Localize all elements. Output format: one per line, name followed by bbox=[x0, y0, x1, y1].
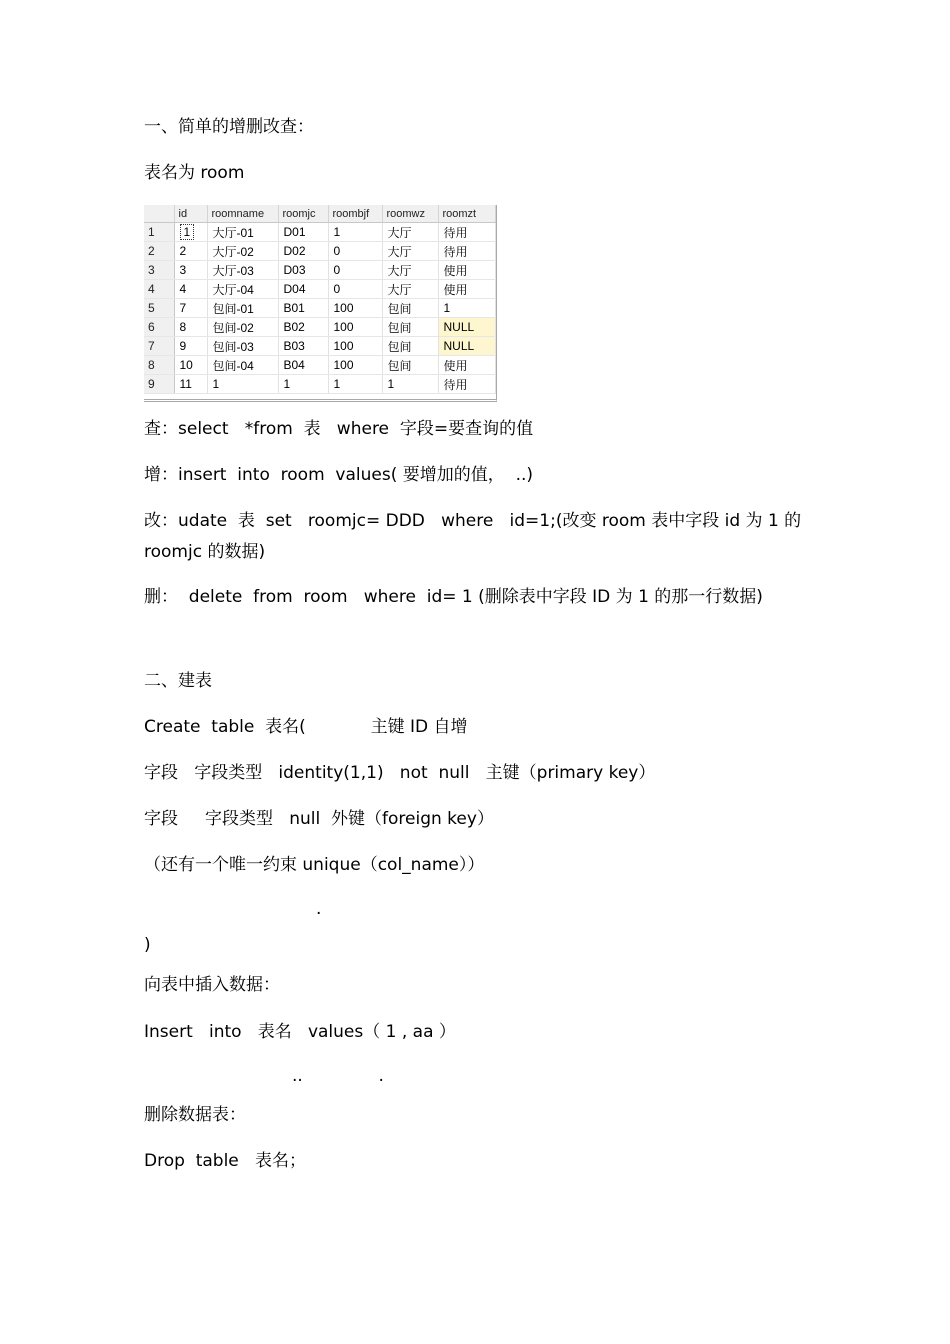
cell-roombjf[interactable]: 0 bbox=[328, 261, 382, 280]
table-row[interactable] bbox=[144, 299, 495, 318]
cell-roomname[interactable]: 包间-01 bbox=[207, 299, 278, 318]
cell-id[interactable]: 10 bbox=[174, 356, 207, 375]
row-number[interactable]: 1 bbox=[144, 223, 174, 242]
grid-header-roomname[interactable]: roomname bbox=[207, 205, 278, 223]
grid-header-roomwz[interactable]: roomwz bbox=[382, 205, 438, 223]
cell-id[interactable]: 11 bbox=[174, 375, 207, 394]
row-number[interactable]: 6 bbox=[144, 318, 174, 337]
cell-roomname[interactable]: 包间-04 bbox=[207, 356, 278, 375]
cell-roomname[interactable]: 大厅-02 bbox=[207, 242, 278, 261]
cell-roomwz[interactable]: 包间 bbox=[382, 356, 438, 375]
cell-roomzt[interactable]: 待用 bbox=[438, 223, 495, 242]
cell-id[interactable]: 7 bbox=[174, 299, 207, 318]
drop-table-line: Drop table 表名； bbox=[144, 1151, 306, 1171]
cell-id[interactable]: 8 bbox=[174, 318, 207, 337]
cell-roomzt[interactable]: 使用 bbox=[438, 261, 495, 280]
table-row[interactable] bbox=[144, 337, 495, 356]
row-number[interactable]: 7 bbox=[144, 337, 174, 356]
results-table bbox=[144, 205, 496, 394]
create-table-line: Create table 表名( 主键 ID 自增 bbox=[144, 717, 468, 737]
insert-data-heading: 向表中插入数据： bbox=[144, 975, 280, 995]
closing-paren: ) bbox=[144, 935, 151, 955]
field-definition-line: 字段 字段类型 null 外键（foreign key） bbox=[144, 809, 494, 829]
selected-cell-value: 1 bbox=[180, 224, 195, 240]
grid-header-rownum[interactable] bbox=[144, 205, 174, 223]
cell-roomwz[interactable]: 大厅 bbox=[382, 261, 438, 280]
cell-roomzt[interactable]: 待用 bbox=[438, 242, 495, 261]
cell-roombjf[interactable]: 0 bbox=[328, 242, 382, 261]
cell-roombjf[interactable]: 100 bbox=[328, 356, 382, 375]
cell-roomjc[interactable]: B02 bbox=[278, 318, 328, 337]
grid-header-roomzt[interactable]: roomzt bbox=[438, 205, 495, 223]
cell-roomwz[interactable]: 包间 bbox=[382, 318, 438, 337]
row-number[interactable]: 8 bbox=[144, 356, 174, 375]
cell-id[interactable] bbox=[174, 223, 207, 242]
cell-roomzt-null[interactable]: NULL bbox=[438, 337, 495, 356]
cell-roomzt[interactable]: 1 bbox=[438, 299, 495, 318]
results-grid bbox=[144, 205, 497, 402]
insert-statement-line: Insert into 表名 values（ 1 , aa ） bbox=[144, 1022, 456, 1042]
update-query-line: 改：udate 表 set roomjc= DDD where id=1;(改变 room 表中字段 id 为 1 的 bbox=[144, 511, 802, 531]
select-query-line: 查：select *from 表 where 字段=要查询的值 bbox=[144, 419, 534, 439]
cell-roombjf[interactable]: 100 bbox=[328, 318, 382, 337]
cell-roomwz[interactable]: 大厅 bbox=[382, 223, 438, 242]
row-number[interactable]: 9 bbox=[144, 375, 174, 394]
cell-roomjc[interactable]: B01 bbox=[278, 299, 328, 318]
cell-roomzt-null[interactable]: NULL bbox=[438, 318, 495, 337]
insert-query-line: 增：insert into room values( 要增加的值， ..) bbox=[144, 465, 534, 485]
section-2-heading: 二、建表 bbox=[144, 671, 212, 691]
cell-roombjf[interactable]: 1 bbox=[328, 375, 382, 394]
table-row[interactable] bbox=[144, 356, 495, 375]
cell-roomjc[interactable]: B03 bbox=[278, 337, 328, 356]
ellipsis-dot: . bbox=[316, 899, 322, 919]
cell-roomjc[interactable]: D01 bbox=[278, 223, 328, 242]
cell-roomwz[interactable]: 包间 bbox=[382, 299, 438, 318]
cell-roombjf[interactable]: 1 bbox=[328, 223, 382, 242]
cell-roomjc[interactable]: 1 bbox=[278, 375, 328, 394]
drop-table-heading: 删除数据表： bbox=[144, 1105, 246, 1125]
ellipsis-dots: .. . bbox=[292, 1066, 384, 1086]
cell-roomwz[interactable]: 包间 bbox=[382, 337, 438, 356]
cell-roomjc[interactable]: D04 bbox=[278, 280, 328, 299]
grid-header-roomjc[interactable]: roomjc bbox=[278, 205, 328, 223]
grid-header-roombjf[interactable]: roombjf bbox=[328, 205, 382, 223]
cell-roomname[interactable]: 包间-02 bbox=[207, 318, 278, 337]
table-row[interactable] bbox=[144, 223, 495, 242]
table-row[interactable] bbox=[144, 261, 495, 280]
cell-roomwz[interactable]: 1 bbox=[382, 375, 438, 394]
row-number[interactable]: 2 bbox=[144, 242, 174, 261]
cell-id[interactable]: 3 bbox=[174, 261, 207, 280]
update-query-line-cont: roomjc 的数据) bbox=[144, 542, 266, 562]
cell-roomzt[interactable]: 待用 bbox=[438, 375, 495, 394]
cell-id[interactable]: 2 bbox=[174, 242, 207, 261]
delete-query-line: 删： delete from room where id= 1 (删除表中字段 ID 为 1 的那一行数据) bbox=[144, 587, 763, 607]
grid-header-id[interactable]: id bbox=[174, 205, 207, 223]
cell-roomname[interactable]: 大厅-03 bbox=[207, 261, 278, 280]
cell-id[interactable]: 9 bbox=[174, 337, 207, 356]
cell-roomname[interactable]: 包间-03 bbox=[207, 337, 278, 356]
cell-id[interactable]: 4 bbox=[174, 280, 207, 299]
table-name-label: 表名为 room bbox=[144, 163, 245, 183]
cell-roomjc[interactable]: D02 bbox=[278, 242, 328, 261]
cell-roomzt[interactable]: 使用 bbox=[438, 356, 495, 375]
cell-roomjc[interactable]: B04 bbox=[278, 356, 328, 375]
row-number[interactable]: 3 bbox=[144, 261, 174, 280]
cell-roombjf[interactable]: 0 bbox=[328, 280, 382, 299]
table-row[interactable] bbox=[144, 280, 495, 299]
table-row[interactable] bbox=[144, 242, 495, 261]
cell-roomzt[interactable]: 使用 bbox=[438, 280, 495, 299]
cell-roomname[interactable]: 大厅-01 bbox=[207, 223, 278, 242]
cell-roombjf[interactable]: 100 bbox=[328, 299, 382, 318]
field-definition-line: 字段 字段类型 identity(1,1) not null 主键（primary key） bbox=[144, 763, 656, 783]
cell-roombjf[interactable]: 100 bbox=[328, 337, 382, 356]
table-row[interactable] bbox=[144, 375, 495, 394]
grid-header-row bbox=[144, 205, 495, 223]
cell-roomname[interactable]: 1 bbox=[207, 375, 278, 394]
cell-roomwz[interactable]: 大厅 bbox=[382, 242, 438, 261]
section-1-heading: 一、简单的增删改查： bbox=[144, 117, 314, 137]
cell-roomwz[interactable]: 大厅 bbox=[382, 280, 438, 299]
unique-constraint-line: （还有一个唯一约束 unique（col_name）） bbox=[144, 855, 485, 875]
cell-roomjc[interactable]: D03 bbox=[278, 261, 328, 280]
cell-roomname[interactable]: 大厅-04 bbox=[207, 280, 278, 299]
row-number[interactable]: 5 bbox=[144, 299, 174, 318]
table-row[interactable] bbox=[144, 318, 495, 337]
row-number[interactable]: 4 bbox=[144, 280, 174, 299]
